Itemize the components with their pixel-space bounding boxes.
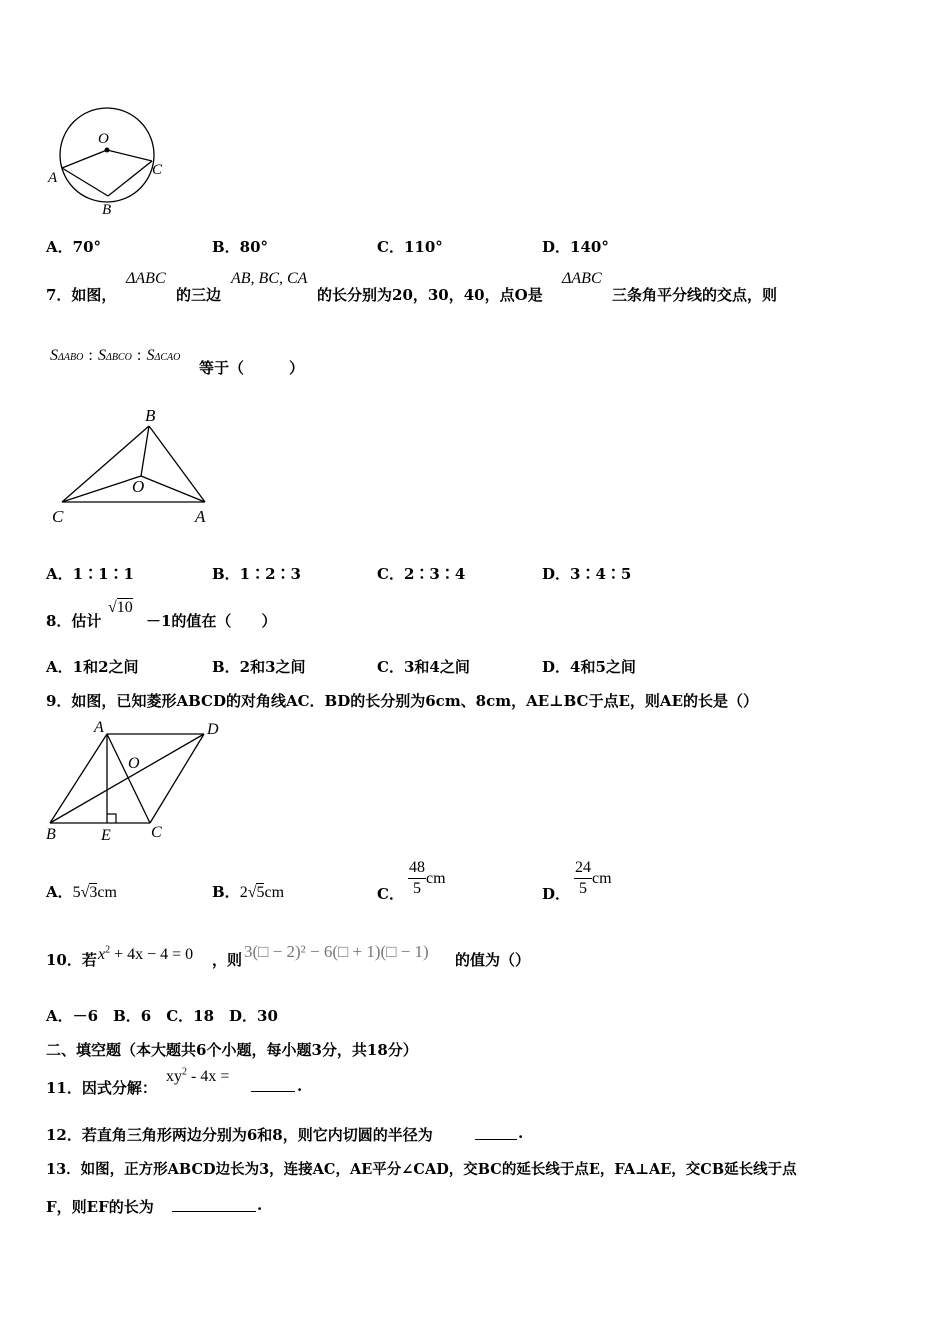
- q9-option-d-den: 5: [579, 880, 587, 897]
- q11-expr-exp: 2: [182, 1066, 187, 1078]
- q7-tail: 等于（ ）: [199, 359, 305, 377]
- q11-answer-blank[interactable]: [251, 1090, 295, 1092]
- q9-option-d-fraction: [574, 858, 612, 899]
- q7-mid1: 的三边: [176, 286, 222, 304]
- label-D: D: [207, 721, 219, 738]
- q7-option-c: C．2∶3∶4: [377, 565, 466, 583]
- radical-sign-icon: √: [108, 599, 117, 616]
- q9-option-c-num: 48: [408, 858, 426, 879]
- q9-stem: 9．如图，已知菱形ABCD的对角线AC．BD的长分别为6cm、8cm，AE⊥BC于点E，则AE的长是（）: [46, 692, 758, 710]
- q10-prefix: 10．若: [46, 951, 97, 969]
- circle-outline: [60, 108, 154, 202]
- figure-q7-triangle: [44, 402, 224, 528]
- label-B: B: [102, 202, 112, 218]
- diagonal-BD: [50, 734, 204, 823]
- q9-option-a-coef: 5: [72, 884, 81, 901]
- q9-option-b: [212, 881, 284, 902]
- q8-option-d: D．4和5之间: [542, 658, 636, 676]
- q11-expr-a: xy: [166, 1068, 182, 1085]
- q10-mid: ，则: [212, 951, 243, 969]
- q9-option-c-unit: cm: [426, 870, 446, 887]
- label-C: C: [52, 507, 64, 526]
- q9-option-d-label: D．: [542, 885, 571, 903]
- segment-OA: [62, 150, 107, 168]
- q8-option-a: A．1和2之间: [46, 658, 139, 676]
- label-O: O: [128, 755, 140, 772]
- q13-answer-blank[interactable]: [172, 1210, 256, 1212]
- q9-option-d-unit: cm: [592, 870, 612, 887]
- q7-s2: S: [97, 347, 106, 364]
- q8-option-c: C．3和4之间: [377, 658, 470, 676]
- q6-option-a: A．70°: [46, 238, 102, 256]
- q9-option-c-fraction: [408, 858, 446, 899]
- q12-tail: .: [518, 1124, 524, 1142]
- q9-option-c-label: C．: [377, 885, 404, 903]
- diagonal-AC: [107, 734, 150, 823]
- q9-option-a: [46, 881, 117, 902]
- q13-tail: .: [257, 1196, 263, 1214]
- q10-equation: [98, 944, 193, 964]
- section-2-heading: 二、填空题（本大题共6个小题，每小题3分，共18分）: [46, 1041, 418, 1059]
- q8-sqrt10: [108, 597, 133, 617]
- q7-triangle-abc: ΔABC: [126, 270, 166, 287]
- q8-tail: －1的值在（ ）: [146, 612, 277, 630]
- q7-mid2: 的长分别为20，30，40，点O是: [317, 286, 543, 304]
- q10-tail: 的值为（）: [455, 951, 531, 969]
- q6-option-d: D．140°: [542, 238, 609, 256]
- q9-option-b-rad: 5: [256, 884, 265, 901]
- q7-sub1: ΔABO: [58, 352, 84, 363]
- q9-option-a-unit: cm: [97, 884, 117, 901]
- radical-sign-icon: √: [80, 884, 90, 901]
- q9-option-a-label: A．: [46, 883, 73, 901]
- q7-option-a: A．1∶1∶1: [46, 565, 134, 583]
- q8-option-b: B．2和3之间: [212, 658, 306, 676]
- q7-s3: S: [146, 347, 155, 364]
- q8-radicand: 10: [116, 599, 133, 616]
- segment-OC: [107, 150, 152, 161]
- segment-AB: [50, 734, 107, 823]
- label-O: O: [132, 477, 145, 496]
- q6-option-c: C．110°: [377, 238, 443, 256]
- q7-s1: S: [50, 347, 58, 364]
- q7-triangle-abc-2: ΔABC: [562, 270, 602, 287]
- q6-option-b: B．80°: [212, 238, 269, 256]
- q10-expression: 3(□ − 2)² − 6(□ + 1)(□ − 1): [244, 942, 429, 961]
- right-angle-mark: [107, 814, 116, 823]
- q12-answer-blank[interactable]: [475, 1138, 517, 1140]
- q7-colon1: :: [88, 347, 93, 364]
- q7-sub2: ΔBCO: [105, 352, 132, 363]
- q10-eq-x: x: [98, 946, 106, 963]
- segment-BO: [141, 426, 149, 476]
- label-E: E: [101, 827, 111, 844]
- q7-sides: AB, BC, CA: [231, 270, 308, 287]
- figure-q9-rhombus: [44, 716, 234, 846]
- label-A: A: [94, 719, 104, 736]
- label-A: A: [48, 170, 58, 186]
- figure-q6-circle: [44, 98, 174, 220]
- q11-expr-b: - 4x =: [187, 1068, 230, 1085]
- q10-options: A．－6 B．6 C．18 D．30: [46, 1007, 278, 1025]
- segment-CO: [62, 476, 141, 502]
- q9-option-b-label: B．: [212, 883, 240, 901]
- q7-mid3: 三条角平分线的交点，则: [612, 286, 778, 304]
- label-O: O: [98, 131, 109, 147]
- label-C: C: [151, 824, 162, 841]
- segment-DC: [150, 734, 204, 823]
- q7-prefix: 7．如图，: [46, 286, 117, 304]
- label-C: C: [152, 162, 163, 178]
- q13-line1: 13．如图，正方形ABCD边长为3，连接AC，AE平分∠CAD，交BC的延长线于点E，FA⊥AE，交CB延长线于点: [46, 1161, 797, 1178]
- q11-expression: [166, 1066, 229, 1086]
- label-A: A: [195, 507, 206, 526]
- q12-stem: 12．若直角三角形两边分别为6和8，则它内切圆的半径为: [46, 1126, 433, 1144]
- segment-BC: [108, 161, 152, 196]
- q9-option-c-den: 5: [413, 880, 421, 897]
- q7-option-d: D．3∶4∶5: [542, 565, 632, 583]
- q7-colon2: :: [136, 347, 142, 364]
- q9-option-d-num: 24: [574, 858, 592, 879]
- q7-option-b: B．1∶2∶3: [212, 565, 301, 583]
- q13-line2-prefix: F，则EF的长为: [46, 1198, 154, 1216]
- q8-prefix: 8．估计: [46, 612, 102, 630]
- q10-eq-rest: + 4x − 4 = 0: [110, 946, 194, 963]
- q9-option-b-unit: cm: [264, 884, 285, 901]
- q7-sub3: ΔCAO: [154, 352, 181, 363]
- q9-option-a-rad: 3: [89, 884, 98, 901]
- label-B: B: [145, 406, 156, 425]
- q11-tail: .: [297, 1077, 303, 1095]
- q9-option-b-coef: 2: [239, 884, 248, 901]
- q7-area-ratio: [50, 345, 180, 365]
- q11-prefix: 11．因式分解：: [46, 1079, 157, 1097]
- radical-sign-icon: √: [247, 884, 257, 901]
- q10-eq-exp: 2: [105, 944, 111, 956]
- center-point: [105, 148, 110, 153]
- label-B: B: [46, 826, 56, 843]
